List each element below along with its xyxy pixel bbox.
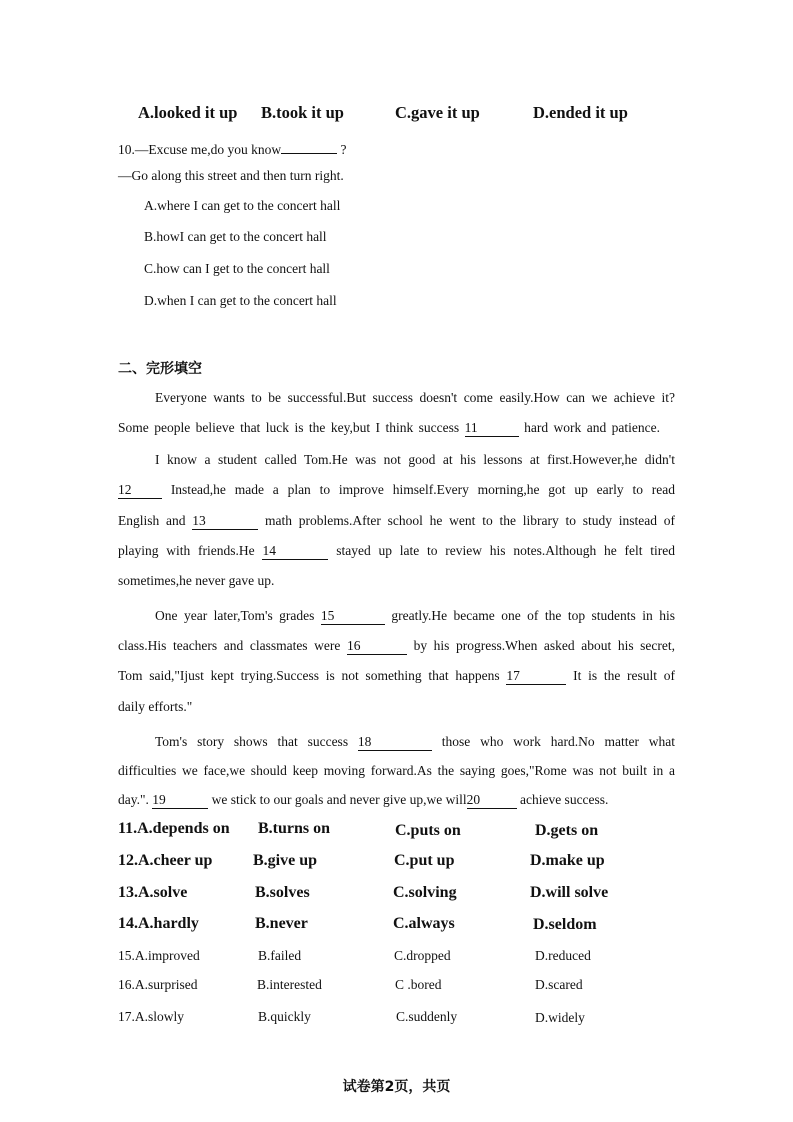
passage-line: difficulties we face,we should keep moving forward.As the saying goes,"Rome was not built in a — [118, 763, 675, 778]
q10-reply: —Go along this street and then turn right. — [118, 168, 344, 183]
blank-15: 15 — [321, 608, 385, 625]
text: Instead,he made a plan to improve himself.Every morning,he got up early to read — [170, 482, 675, 497]
passage-line — [155, 601, 675, 631]
choice-15-b: B.failed — [258, 948, 302, 963]
q9-option-a: A.looked it up — [138, 103, 238, 122]
text: hard work and patience. — [524, 420, 660, 435]
text: One year later,Tom's grades — [155, 608, 315, 623]
choice-text: A.surprised — [134, 977, 198, 992]
choice-text: A.slowly — [134, 1009, 185, 1024]
page-footer: 试卷第2页，共页 — [342, 1079, 451, 1095]
passage-line — [118, 536, 675, 566]
passage-line — [118, 506, 675, 536]
text: by his progress.When asked about his secret, — [413, 638, 676, 653]
q10-stem-end: ? — [340, 142, 347, 157]
text: Tom said,"Ijust kept trying.Success is not something that happens — [118, 668, 500, 683]
choice-text: A.hardly — [138, 915, 199, 932]
choice-text: A.cheer up — [138, 852, 213, 869]
choice-text: A.improved — [134, 948, 200, 963]
q10-option-d: D.when I can get to the concert hall — [144, 293, 337, 308]
choice-text: A.depends on — [137, 820, 230, 837]
choice-16-c: C .bored — [395, 977, 442, 992]
passage-line — [118, 785, 608, 815]
choice-12-c: C.put up — [394, 852, 455, 869]
choice-number: 12. — [118, 852, 138, 869]
choice-17-d: D.widely — [535, 1010, 585, 1025]
choice-14-a — [118, 915, 199, 933]
passage-line: sometimes,he never gave up. — [118, 573, 275, 588]
choice-15-c: C.dropped — [394, 948, 451, 963]
choice-11-b: B.turns on — [258, 820, 331, 837]
blank-16: 16 — [347, 638, 407, 655]
choice-17-c: C.suddenly — [396, 1009, 458, 1024]
q10-option-c: C.how can I get to the concert hall — [144, 261, 330, 276]
section-title: 二、完形填空 — [118, 361, 202, 377]
passage-line: Everyone wants to be successful.But success doesn't come easily.How can we achieve it? — [155, 390, 675, 405]
text: day.". — [118, 792, 153, 807]
passage-line — [155, 727, 675, 757]
choice-17-a — [118, 1009, 184, 1025]
passage-line: I know a student called Tom.He was not good at his lessons at first.However,he didn't — [155, 452, 675, 467]
passage-line — [118, 413, 660, 443]
choice-14-d: D.seldom — [533, 916, 597, 933]
passage-line — [118, 475, 675, 505]
choice-12-a — [118, 852, 212, 870]
blank-17: 17 — [506, 668, 566, 685]
q9-option-d: D.ended it up — [533, 103, 628, 122]
q9-option-c: C.gave it up — [395, 103, 480, 122]
text: Some people believe that luck is the key,but I think success — [118, 420, 460, 435]
choice-14-c: C.always — [393, 915, 455, 932]
q10-option-b: B.howI can get to the concert hall — [144, 229, 327, 244]
text: achieve success. — [519, 792, 609, 807]
text: playing with friends.He — [118, 543, 255, 558]
choice-16-b: B.interested — [257, 977, 322, 992]
passage-line — [118, 631, 675, 661]
blank-13: 13 — [192, 513, 258, 530]
blank-12: 12 — [118, 482, 162, 499]
choice-15-a — [118, 948, 200, 964]
text: Tom's story shows that success — [155, 734, 349, 749]
choice-number: 15. — [118, 948, 135, 963]
q10-stem — [118, 137, 346, 158]
choice-number: 13. — [118, 884, 138, 901]
choice-14-b: B.never — [255, 915, 308, 932]
q10-stem-text: 10.—Excuse me,do you know — [118, 142, 282, 157]
choice-15-d: D.reduced — [535, 948, 591, 963]
choice-12-b: B.give up — [253, 852, 318, 869]
choice-11-c: C.puts on — [395, 822, 461, 839]
choice-17-b: B.quickly — [258, 1009, 311, 1024]
text: It is the result of — [573, 668, 676, 683]
choice-text: A.solve — [138, 884, 188, 901]
passage-line: daily efforts." — [118, 699, 193, 714]
choice-11-a — [118, 820, 230, 838]
blank-19: 19 — [152, 792, 208, 809]
choice-number: 17. — [118, 1009, 135, 1024]
text: English and — [118, 513, 186, 528]
blank-14: 14 — [262, 543, 328, 560]
choice-13-b: B.solves — [255, 884, 310, 901]
choice-number: 14. — [118, 915, 138, 932]
choice-13-c: C.solving — [393, 884, 457, 901]
choice-13-a — [118, 884, 187, 902]
text: math problems.After school he went to the library to study instead of — [265, 513, 675, 528]
blank-20: 20 — [467, 792, 517, 809]
choice-13-d: D.will solve — [530, 884, 609, 901]
choice-16-d: D.scared — [535, 977, 583, 992]
passage-line — [118, 661, 675, 691]
q9-option-b: B.took it up — [261, 103, 344, 122]
text: stayed up late to review his notes.Although he felt tired — [336, 543, 675, 558]
text: class.His teachers and classmates were — [118, 638, 341, 653]
text: those who work hard.No matter what — [441, 734, 676, 749]
choice-16-a — [118, 977, 198, 993]
blank-18: 18 — [358, 734, 432, 751]
q10-option-a: A.where I can get to the concert hall — [144, 198, 341, 213]
q10-blank — [281, 137, 337, 154]
choice-number: 11. — [118, 820, 138, 837]
text: greatly.He became one of the top students in his — [391, 608, 675, 623]
choice-12-d: D.make up — [530, 852, 605, 869]
text: we stick to our goals and never give up,we will — [211, 792, 467, 807]
choice-11-d: D.gets on — [535, 822, 599, 839]
choice-number: 16. — [118, 977, 135, 992]
blank-11: 11 — [465, 420, 519, 437]
